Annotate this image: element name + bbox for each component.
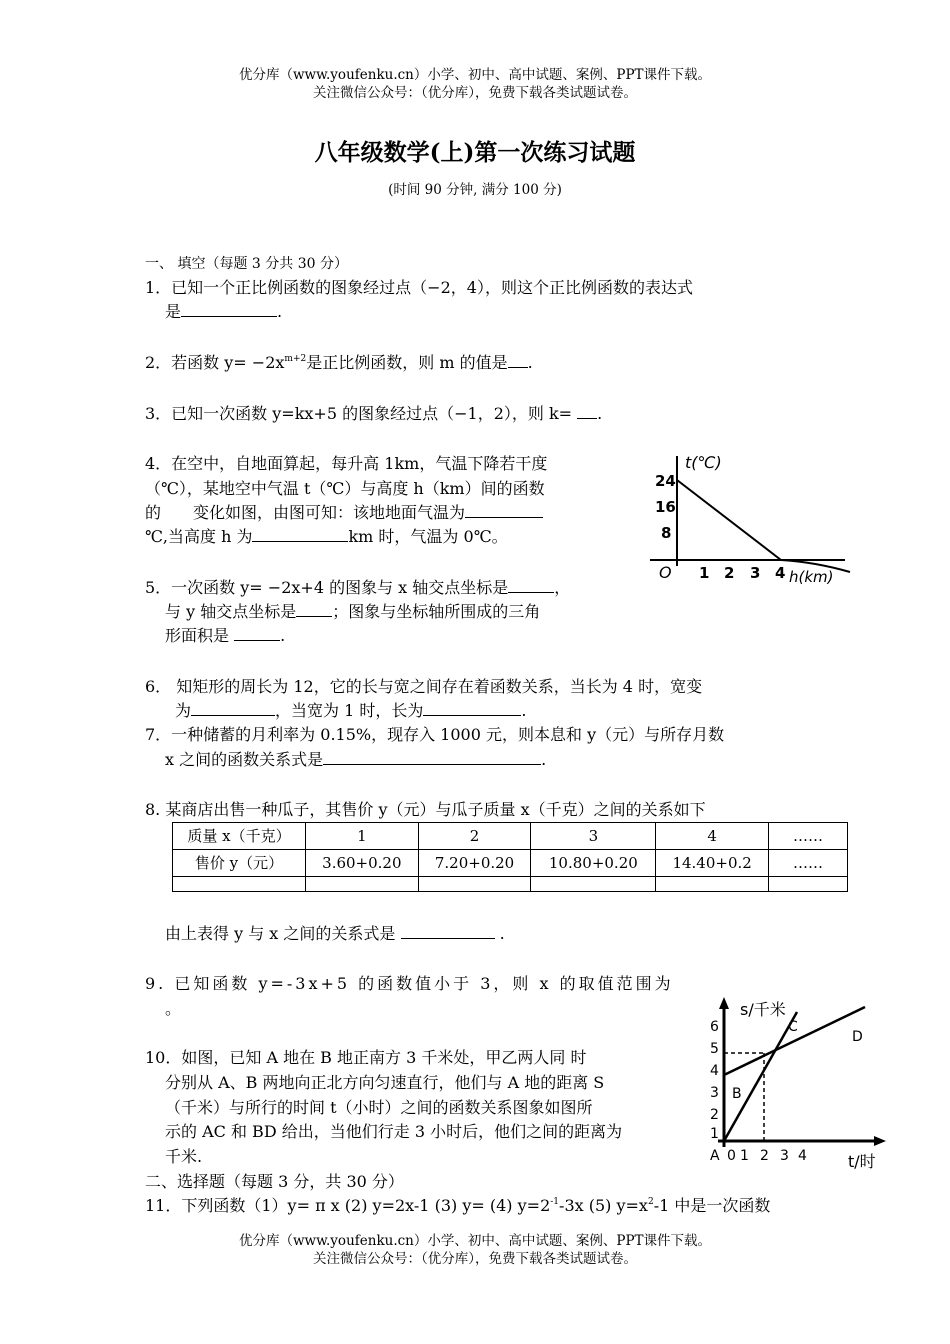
table-cell — [173, 877, 306, 892]
answer-blank[interactable] — [465, 501, 543, 518]
question-10-line-1: 10．如图，已知 A 地在 B 地正南方 3 千米处，甲乙两人同 时 — [145, 1048, 587, 1067]
question-5-line-1: 5．一次函数 y= −2x+4 的图象与 x 轴交点坐标是 ， — [145, 578, 571, 597]
distance-time-graph — [700, 995, 895, 1175]
x-axis-label: h(km) — [789, 568, 834, 586]
x-tick-label: 0 — [727, 1148, 736, 1164]
question-10-line-3: （千米）与所行的时间 t（小时）之间的函数关系图象如图所 — [165, 1098, 593, 1117]
temperature-height-graph — [645, 448, 860, 598]
question-5-line-3: 形面积是 . — [165, 626, 286, 645]
point-b-label: B — [732, 1086, 742, 1102]
question-4-line-3: 的 变化如图，由图可知：该地地面气温为 — [145, 501, 543, 525]
table-cell — [306, 877, 419, 892]
x-axis-arrow — [874, 1136, 886, 1146]
answer-blank[interactable] — [423, 699, 521, 716]
line-ac — [724, 1012, 797, 1141]
y-tick-label: 16 — [655, 498, 676, 516]
footer-line-2: 关注微信公众号：（优分库），免费下载各类试题试卷。 — [313, 1251, 637, 1267]
y-tick-label: 6 — [710, 1019, 719, 1035]
y-tick-label: 1 — [710, 1126, 719, 1142]
answer-blank[interactable] — [252, 525, 348, 542]
table-cell: 14.40+0.2 — [656, 850, 769, 877]
temperature-line — [677, 480, 850, 572]
x-tick-label: 3 — [780, 1148, 789, 1164]
table-cell — [769, 877, 848, 892]
question-7-line-2: x 之间的函数关系式是 . — [165, 750, 547, 769]
table-cell: 2 — [418, 823, 531, 850]
answer-blank[interactable] — [181, 300, 277, 317]
x-axis-label: t/时 — [848, 1152, 876, 1171]
table-row — [173, 850, 848, 877]
y-tick-label: 24 — [655, 472, 676, 490]
table-row — [173, 823, 848, 850]
y-tick-label: 3 — [710, 1085, 719, 1101]
question-4-line-2: （℃），某地空中气温 t（℃）与高度 h（km）间的函数 — [145, 479, 545, 498]
table-cell: 7.20+0.20 — [418, 850, 531, 877]
y-tick-label: 5 — [710, 1041, 719, 1057]
x-tick-label: 3 — [750, 564, 761, 582]
question-1-line-1: 1．已知一个正比例函数的图象经过点（−2，4），则这个正比例函数的表达式 — [145, 278, 693, 297]
table-cell — [531, 877, 656, 892]
y-axis-arrow — [719, 997, 729, 1009]
table-cell: 10.80+0.20 — [531, 850, 656, 877]
answer-blank[interactable] — [323, 748, 541, 765]
y-tick-label: 4 — [710, 1063, 719, 1079]
question-10-line-4: 示的 AC 和 BD 给出，当他们行走 3 小时后，他们之间的距离为 — [165, 1122, 623, 1141]
answer-blank[interactable] — [401, 922, 495, 939]
x-tick-label: 2 — [724, 564, 735, 582]
y-tick-label: 2 — [710, 1107, 719, 1123]
answer-blank[interactable] — [191, 699, 275, 716]
table-cell: 1 — [306, 823, 419, 850]
table-cell: 4 — [656, 823, 769, 850]
section-1-heading: 一、 填空（每题 3 分共 30 分） — [145, 256, 348, 272]
header-line-2: 关注微信公众号：（优分库），免费下载各类试题试卷。 — [313, 85, 637, 101]
answer-blank[interactable] — [234, 624, 280, 641]
question-9-line-2: 。 — [165, 999, 182, 1018]
table-cell: 售价 y（元） — [173, 850, 306, 877]
origin-label: O — [659, 563, 672, 582]
table-cell: …… — [769, 823, 848, 850]
question-10-line-2: 分别从 A、B 两地向正北方向匀速直行，他们与 A 地的距离 S — [165, 1073, 605, 1092]
point-a-label: A — [710, 1148, 720, 1164]
y-tick-label: 8 — [661, 524, 672, 542]
table-row — [173, 877, 848, 892]
table-cell: 3 — [531, 823, 656, 850]
answer-blank[interactable] — [296, 600, 332, 617]
question-7-line-1: 7．一种储蓄的月利率为 0.15%，现存入 1000 元，则本息和 y（元）与所存月数 — [145, 725, 725, 744]
y-axis-label: s/千米 — [740, 1000, 786, 1019]
footer-line-1: 优分库（www.youfenku.cn）小学、初中、高中试题、案例、PPT课件下载。 — [238, 1233, 712, 1249]
question-5-line-2: 与 y 轴交点坐标是 ；图象与坐标轴所围成的三角 — [165, 602, 541, 621]
header-line-1: 优分库（www.youfenku.cn）小学、初中、高中试题、案例、PPT课件下载。 — [238, 67, 712, 83]
x-tick-label: 1 — [699, 564, 710, 582]
question-4-line-4: ℃,当高度 h 为 km 时，气温为 0℃。 — [145, 527, 508, 546]
x-tick-label: 2 — [760, 1148, 769, 1164]
question-8-line-1: 8. 某商店出售一种瓜子，其售价 y（元）与瓜子质量 x（千克）之间的关系如下 — [145, 800, 706, 819]
table-cell: 质量 x（千克） — [173, 823, 306, 850]
answer-blank[interactable] — [508, 576, 554, 593]
question-9-line-1: 9. 已知函数 y=-3x+5 的函数值小于 3，则 x 的取值范围为 — [145, 974, 674, 993]
answer-blank[interactable] — [577, 402, 597, 419]
x-tick-label: 4 — [798, 1148, 807, 1164]
x-tick-label: 1 — [740, 1148, 749, 1164]
table-cell: 3.60+0.20 — [306, 850, 419, 877]
question-11: 11．下列函数（1）y= π x (2) y=2x-1 (3) y= (4) $y=2^{-1}-3x$ (5) $y=x^2-1$ 中是一次函数 — [145, 1196, 771, 1215]
point-d-label: D — [852, 1029, 863, 1045]
page-title: 八年级数学(上)第一次练习试题 — [314, 139, 636, 166]
answer-blank[interactable] — [508, 351, 528, 368]
page-subtitle: (时间 90 分钟, 满分 100 分) — [388, 182, 562, 198]
question-8-line-2: 由上表得 y 与 x 之间的关系式是 . — [165, 924, 505, 943]
question-10-line-5: 千米. — [165, 1147, 203, 1166]
table-cell — [656, 877, 769, 892]
table-cell: …… — [769, 850, 848, 877]
question-4-line-1: 4．在空中，自地面算起，每升高 1km，气温下降若干度 — [145, 454, 548, 473]
question-3: 3．已知一次函数 y=kx+5 的图象经过点（−1，2），则 k= . — [145, 404, 603, 423]
table-cell — [418, 877, 531, 892]
question-1-line-2: 是 . — [165, 302, 283, 321]
x-tick-label: 4 — [775, 564, 786, 582]
question-2: 2．若函数 $y= -2x^{m+2}$是正比例函数，则 m 的值是 . — [145, 353, 533, 372]
question-6-line-2: 为 ，当宽为 1 时，长为 . — [175, 701, 527, 720]
section-2-heading: 二、选择题（每题 3 分，共 30 分） — [145, 1172, 404, 1191]
question-6-line-1: 6． 知矩形的周长为 12，它的长与宽之间存在着函数关系，当长为 4 时，宽变 — [145, 677, 703, 696]
price-table — [172, 822, 848, 892]
point-c-label: C — [788, 1019, 798, 1035]
y-axis-label: t(℃) — [685, 453, 722, 472]
